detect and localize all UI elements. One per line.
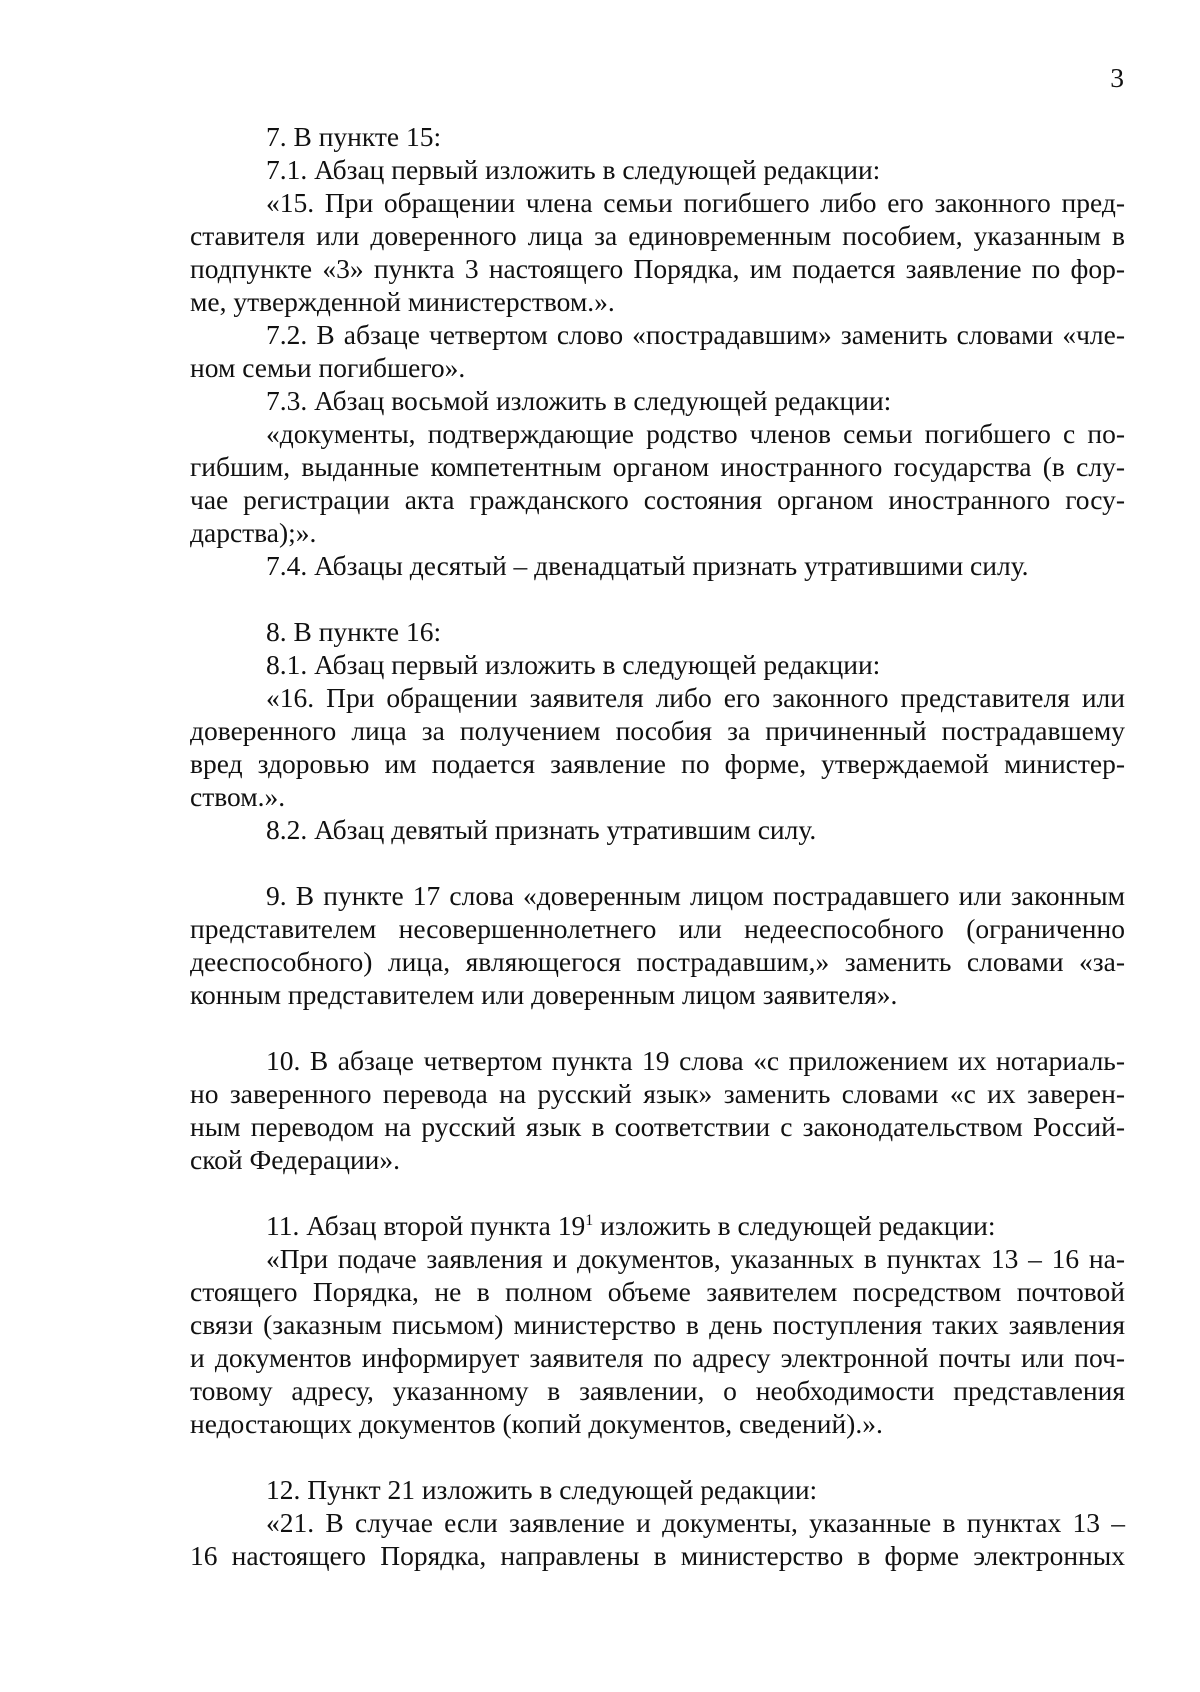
text-line: 10. В абзаце четвертом пункта 19 слова «с приложением их нотариаль-	[266, 1045, 1125, 1076]
text-line: 12. Пункт 21 изложить в следующей редакции:	[266, 1474, 818, 1505]
text-line: ным переводом на русский язык в соответствии с законодательством Россий-	[190, 1111, 1125, 1142]
text-line: 7.4. Абзацы десятый – двенадцатый признать утратившими силу.	[266, 550, 1029, 581]
text-line: ном семьи погибшего».	[190, 352, 466, 383]
paragraph-gap	[190, 1176, 1125, 1209]
text-line: и документов информирует заявителя по адресу электронной почты или поч-	[190, 1342, 1125, 1373]
text-line: 16 настоящего Порядка, направлены в министерство в форме электронных	[190, 1540, 1125, 1571]
text-line: 8.2. Абзац девятый признать утратившим силу.	[266, 814, 817, 845]
text-line: ством.».	[190, 781, 286, 812]
text-line: ской Федерации».	[190, 1144, 401, 1175]
text-line: 8.1. Абзац первый изложить в следующей редакции:	[266, 649, 881, 680]
page-number: 3	[1110, 62, 1124, 93]
text-line: 7.2. В абзаце четвертом слово «пострадавшим» заменить словами «чле-	[266, 319, 1125, 350]
text-line: чае регистрации акта гражданского состояния органом иностранного госу-	[190, 484, 1125, 515]
document-body	[190, 120, 1125, 1572]
text-line: 9. В пункте 17 слова «доверенным лицом пострадавшего или законным	[266, 880, 1125, 911]
text-line: «При подаче заявления и документов, указанных в пунктах 13 – 16 на-	[266, 1243, 1125, 1274]
text-fragment: 11. Абзац второй пункта 19	[266, 1210, 586, 1241]
paragraph-gap	[190, 1440, 1125, 1473]
text-line: 7. В пункте 15:	[266, 121, 442, 152]
text-line: ме, утвержденной министерством.».	[190, 286, 615, 317]
text-line: представителем несовершеннолетнего или недееспособного (ограниченно	[190, 913, 1125, 944]
text-line: дарства);».	[190, 517, 317, 548]
text-line: связи (заказным письмом) министерство в день поступления таких заявления	[190, 1309, 1125, 1340]
text-line: но заверенного перевода на русский язык» заменить словами «с их заверен-	[190, 1078, 1125, 1109]
text-line: 7.1. Абзац первый изложить в следующей редакции:	[266, 154, 881, 185]
text-line: «21. В случае если заявление и документы, указанные в пунктах 13 –	[266, 1507, 1125, 1538]
text-line: «документы, подтверждающие родство членов семьи погибшего с по-	[266, 418, 1125, 449]
text-line: 8. В пункте 16:	[266, 616, 442, 647]
text-line: товому адресу, указанному в заявлении, о необходимости представления	[190, 1375, 1125, 1406]
paragraph-gap	[190, 1011, 1125, 1044]
text-line: 7.3. Абзац восьмой изложить в следующей редакции:	[266, 385, 892, 416]
text-line: ставителя или доверенного лица за единовременным пособием, указанным в	[190, 220, 1125, 251]
text-line: «15. При обращении члена семьи погибшего либо его законного пред-	[266, 187, 1125, 218]
text-line: вред здоровью им подается заявление по форме, утверждаемой министер-	[190, 748, 1125, 779]
text-line: подпункте «3» пункта 3 настоящего Порядка, им подается заявление по фор-	[190, 253, 1125, 284]
superscript: 1	[585, 1212, 594, 1229]
text-fragment: изложить в следующей редакции:	[593, 1210, 996, 1241]
text-line: «16. При обращении заявителя либо его законного представителя или	[266, 682, 1125, 713]
text-line: конным представителем или доверенным лицом заявителя».	[190, 979, 898, 1010]
text-line	[190, 1209, 1125, 1242]
text-line: доверенного лица за получением пособия за причиненный пострадавшему	[190, 715, 1125, 746]
paragraph-gap	[190, 582, 1125, 615]
text-line: стоящего Порядка, не в полном объеме заявителем посредством почтовой	[190, 1276, 1125, 1307]
text-line: недостающих документов (копий документов, сведений).».	[190, 1408, 883, 1439]
text-line: дееспособного) лица, являющегося пострадавшим,» заменить словами «за-	[190, 946, 1125, 977]
paragraph-gap	[190, 846, 1125, 879]
text-line: гибшим, выданные компетентным органом иностранного государства (в слу-	[190, 451, 1125, 482]
